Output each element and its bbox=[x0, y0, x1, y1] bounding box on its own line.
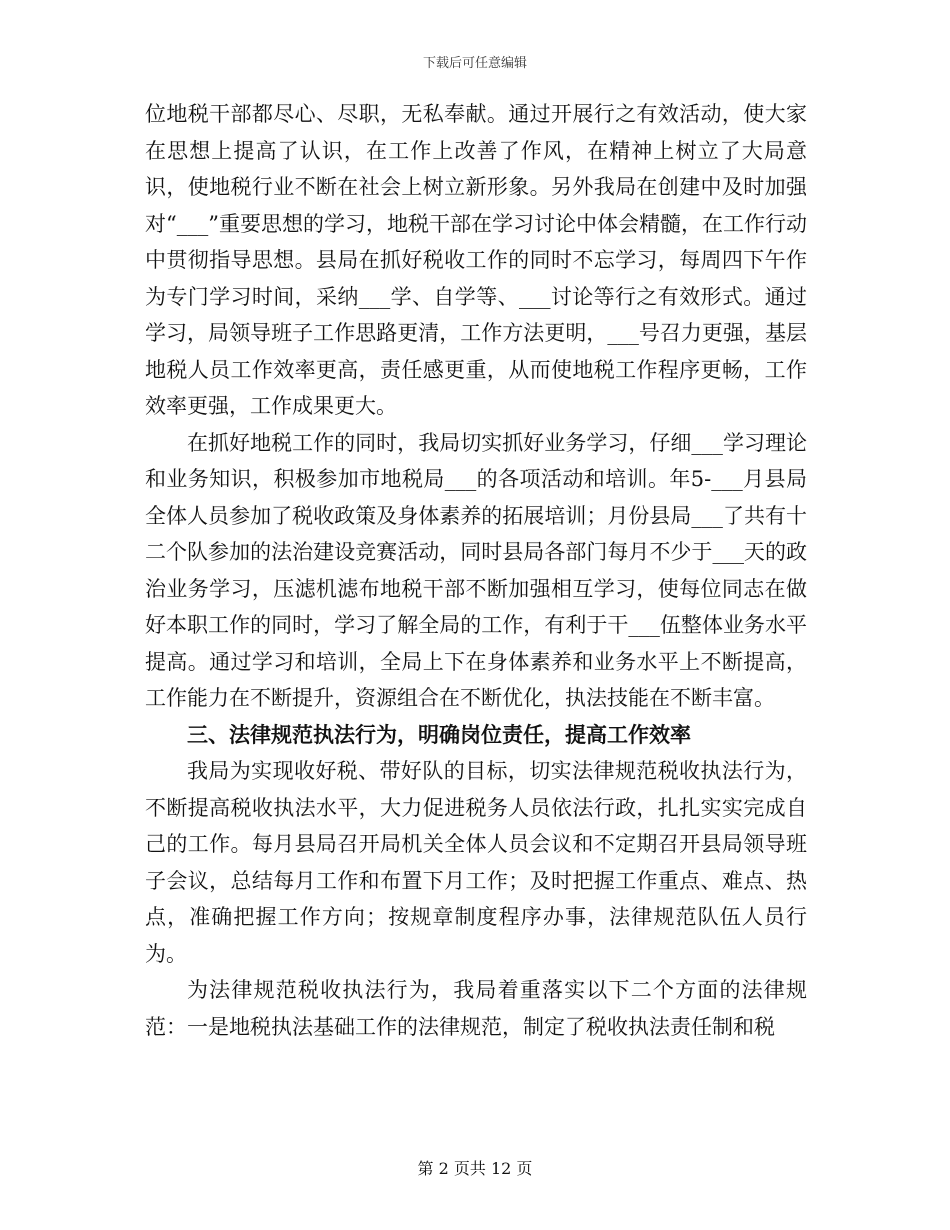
paragraph-study: 在抓好地税工作的同时，我局切实抓好业务学习，仔细___学习理论和业务知识，积极参加市地税局___的各项活动和培训。年5-___月县局全体人员参加了税收政策及身体素养的拓展培训；月份县局___了共有十二个队参加的法治建设竞赛活动，同时县局各部门每月不少于___天的政治业务学习，压滤机滤布地税干部不断加强相互学习，使每位同志在做好本职工作的同时，学习了解全局的工作，有利于干___伍整体业务水平提高。通过学习和培训，全局上下在身体素养和业务水平上不断提高，工作能力在不断提升，资源组合在不断优化，执法技能在不断丰富。 bbox=[145, 430, 807, 710]
paragraph-continued: 位地税干部都尽心、尽职，无私奉献。通过开展行之有效活动，使大家在思想上提高了认识，在工作上改善了作风，在精神上树立了大局意识，使地税行业不断在社会上树立新形象。另外我局在创建中及时加强对“___”重要思想的学习，地税干部在学习讨论中体会精髓，在工作行动中贯彻指导思想。县局在抓好税收工作的同时不忘学习，每周四下午作为专门学习时间，采纳___学、自学等、___讨论等行之有效形式。通过学习，局领导班子工作思路更清，工作方法更明，___号召力更强，基层地税人员工作效率更高，责任感更重，从而使地税工作程序更畅，工作效率更强，工作成果更大。 bbox=[145, 102, 807, 418]
document-body bbox=[145, 96, 807, 1045]
paragraph-standards: 为法律规范税收执法行为，我局着重落实以下二个方面的法律规范：一是地税执法基础工作的法律规范，制定了税收执法责任制和税 bbox=[145, 978, 807, 1039]
paragraph-enforcement: 我局为实现收好税、带好队的目标，切实法律规范税收执法行为，不断提高税收执法水平，大力促进税务人员依法行政，扎扎实实完成自己的工作。每月县局召开局机关全体人员会议和不定期召开县局领导班子会议，总结每月工作和布置下月工作；及时把握工作重点、难点、热点，准确把握工作方向；按规章制度程序办事，法律规范队伍人员行为。 bbox=[145, 759, 807, 966]
page-footer: 第 2 页共 12 页 bbox=[417, 1159, 533, 1178]
page-header: 下载后可任意编辑 bbox=[422, 56, 527, 71]
section-heading: 三、法律规范执法行为，明确岗位责任，提高工作效率 bbox=[187, 721, 691, 747]
